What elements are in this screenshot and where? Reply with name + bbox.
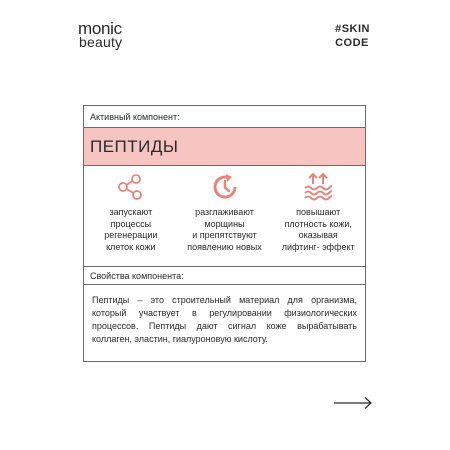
next-arrow-icon[interactable] — [333, 396, 373, 410]
refresh-clock-icon — [210, 172, 240, 202]
tag-line-1: #SKIN — [335, 23, 370, 35]
brand-logo — [78, 19, 123, 50]
feature-regeneration-text: запускают процессы регенерации клеток кожи — [104, 207, 158, 252]
feature-wrinkles — [178, 166, 272, 266]
feature-wrinkles-text: разглаживают морщины и препятствуют появлению новых — [187, 207, 262, 252]
feature-regeneration — [84, 166, 178, 266]
ingredient-title: ПЕПТИДЫ — [84, 128, 365, 166]
lifting-waves-icon — [303, 172, 333, 202]
ingredient-card — [83, 105, 366, 362]
brand-line-2: beauty — [79, 34, 123, 50]
tag-line-2: CODE — [335, 37, 369, 49]
active-component-label: Активный компонент: — [84, 106, 365, 128]
skin-code-tag — [335, 22, 370, 50]
properties-label: Свойства компонента: — [84, 267, 365, 285]
molecule-icon — [116, 172, 146, 202]
ingredient-description: Пептиды – это строительный материал для организма, который участвует в регулировании физиологических процессов. Пептиды дают сигнал коже вырабатывать коллаген, эластин, гиалуроновую кислоту. — [92, 295, 357, 344]
feature-lifting — [271, 166, 365, 266]
features-row — [84, 166, 365, 267]
brand-line-1: monic — [78, 19, 122, 38]
feature-lifting-text: повышают плотность кожи, оказывая лифтинг- эффект — [281, 207, 355, 252]
